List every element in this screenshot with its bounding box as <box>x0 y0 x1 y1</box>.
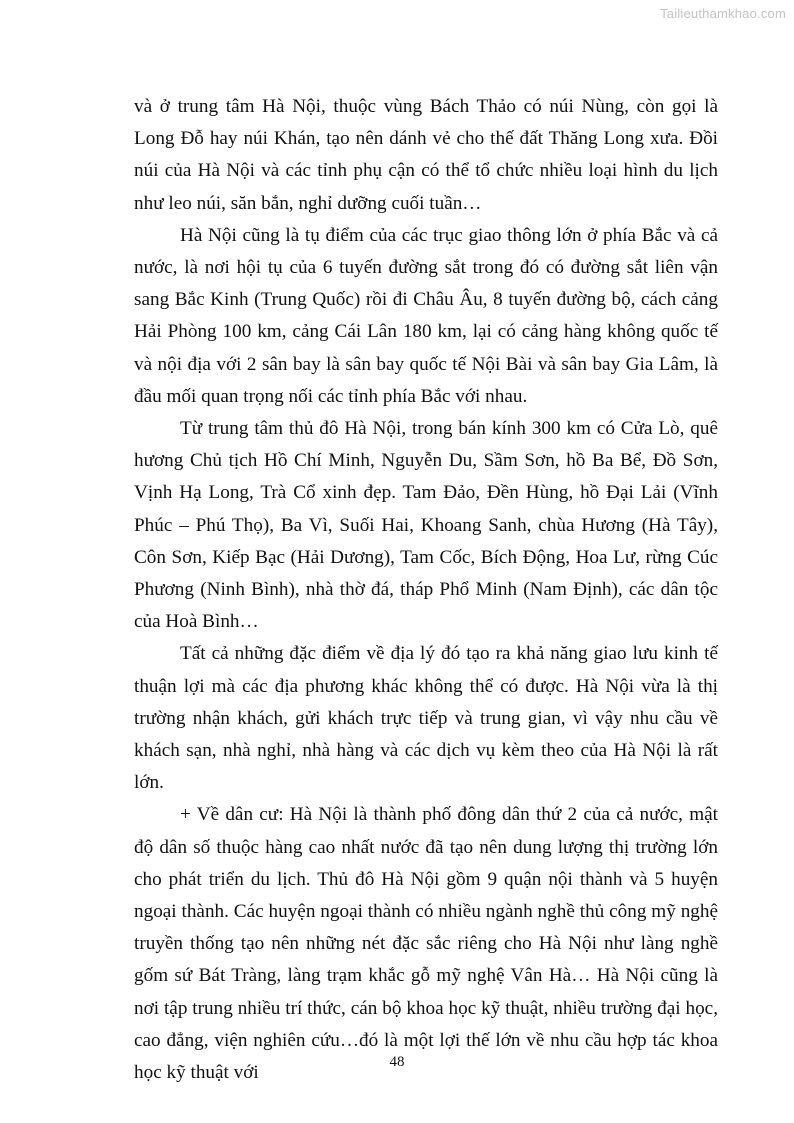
page-body <box>134 91 718 1089</box>
page-number: 48 <box>389 1054 405 1070</box>
watermark: Tailieuthamkhao.com <box>660 6 786 21</box>
paragraph-1: và ở trung tâm Hà Nội, thuộc vùng Bách Thảo có núi Nùng, còn gọi là Long Đỗ hay núi Khán, tạo nên dánh vẻ cho thế đất Thăng Long xưa. Đồi núi của Hà Nội và các tỉnh phụ cận có thể tổ chức nhiều loại hình du lịch như leo núi, săn bắn, nghỉ dưỡng cuối tuần… <box>134 96 718 214</box>
paragraph-2: Hà Nội cũng là tụ điểm của các trục giao thông lớn ở phía Bắc và cả nước, là nơi hội tụ của 6 tuyến đường sắt trong đó có đường sắt liên vận sang Bắc Kinh (Trung Quốc) rồi đi Châu Âu, 8 tuyến đường bộ, cách cảng Hải Phòng 100 km, cảng Cái Lân 180 km, lại có cảng hàng không quốc tế và nội địa với 2 sân bay là sân bay quốc tế Nội Bài và sân bay Gia Lâm, là đầu mối quan trọng nối các tỉnh phía Bắc với nhau. <box>134 224 718 407</box>
paragraph-5: + Về dân cư: Hà Nội là thành phố đông dân thứ 2 của cả nước, mật độ dân số thuộc hàng cao nhất nước đã tạo nên dung lượng thị trường lớn cho phát triển du lịch. Thủ đô Hà Nội gồm 9 quận nội thành và 5 huyện ngoại thành. Các huyện ngoại thành có nhiều ngành nghề thủ công mỹ nghệ truyền thống tạo nên những nét đặc sắc riêng cho Hà Nội như làng nghề gốm sứ Bát Tràng, làng trạm khắc gỗ mỹ nghệ Vân Hà… Hà Nội cũng là nơi tập trung nhiều trí thức, cán bộ khoa học kỹ thuật, nhiều trường đại học, cao đẳng, viện nghiên cứu…đó là một lợi thế lớn về nhu cầu hợp tác khoa học kỹ thuật với <box>134 804 718 1084</box>
paragraph-4: Tất cả những đặc điểm về địa lý đó tạo ra khả năng giao lưu kinh tế thuận lợi mà các địa phương khác không thể có được. Hà Nội vừa là thị trường nhận khách, gửi khách trực tiếp và trung gian, vì vậy nhu cầu về khách sạn, nhà nghỉ, nhà hàng và các dịch vụ kèm theo của Hà Nội là rất lớn. <box>134 643 718 794</box>
paragraph-3: Từ trung tâm thủ đô Hà Nội, trong bán kính 300 km có Cửa Lò, quê hương Chủ tịch Hồ Chí Minh, Nguyễn Du, Sầm Sơn, hồ Ba Bể, Đồ Sơn, Vịnh Hạ Long, Trà Cổ xinh đẹp. Tam Đảo, Đền Hùng, hồ Đại Lải (Vĩnh Phúc – Phú Thọ), Ba Vì, Suối Hai, Khoang Sanh, chùa Hương (Hà Tây), Côn Sơn, Kiếp Bạc (Hải Dương), Tam Cốc, Bích Động, Hoa Lư, rừng Cúc Phương (Ninh Bình), nhà thờ đá, tháp Phổ Minh (Nam Định), các dân tộc của Hoà Bình… <box>134 418 718 633</box>
